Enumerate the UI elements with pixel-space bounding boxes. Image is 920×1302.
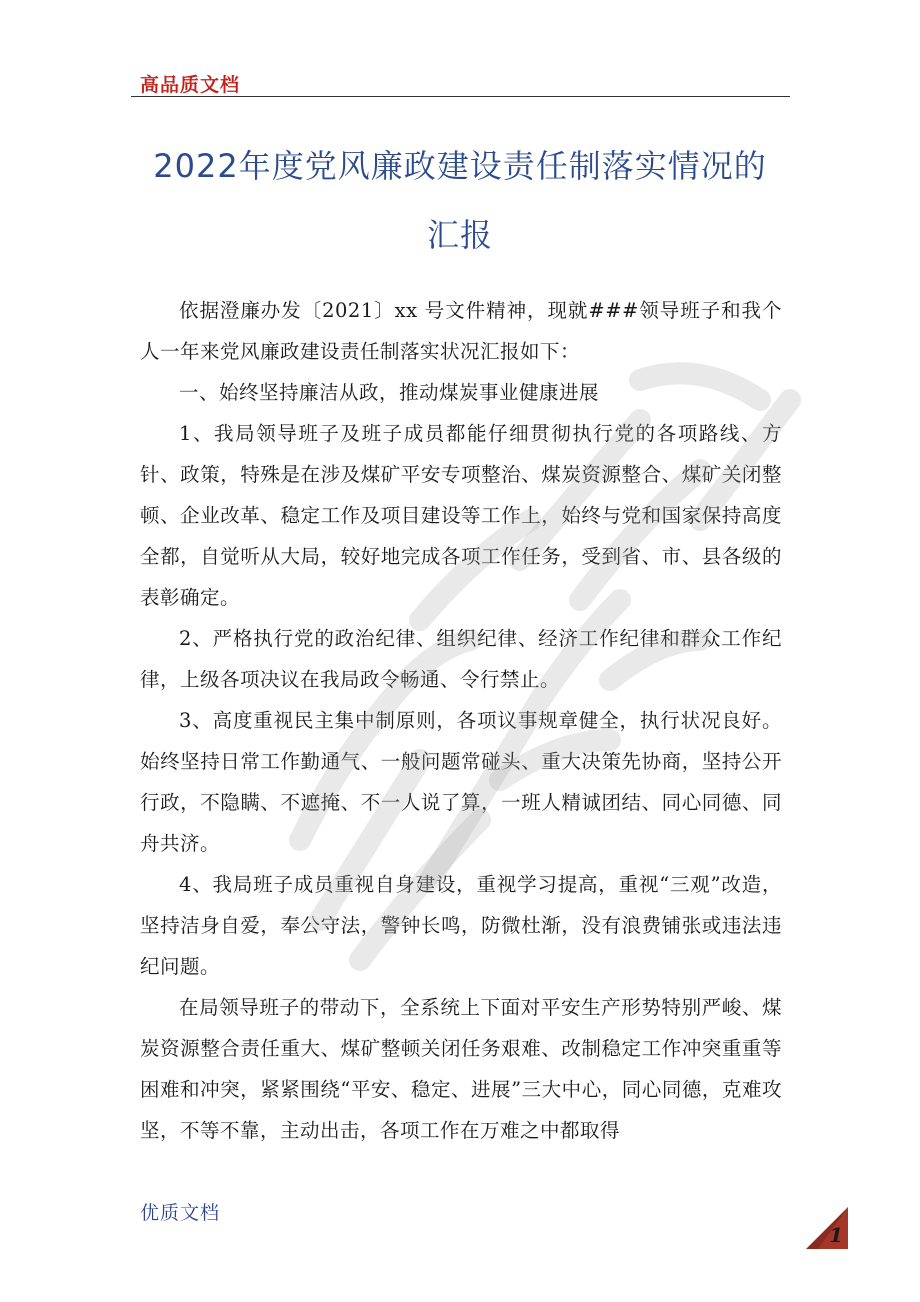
paragraph-summary: 在局领导班子的带动下，全系统上下面对平安生产形势特别严峻、煤炭资源整合责任重大、煤矿整顿关闭任务艰难、改制稳定工作冲突重重等困难和冲突，紧紧围绕“平安、稳定、进展”三大中心，同心同德，克难攻坚，不等不靠，主动出击，各项工作在万难之中都取得	[140, 996, 782, 1142]
paragraph-heading-1: 一、始终坚持廉洁从政，推动煤炭事业健康进展	[179, 381, 600, 404]
header-label: 高品质文档	[140, 74, 241, 96]
page-number: 1	[829, 1223, 843, 1247]
document-title-line2: 汇报	[426, 216, 493, 254]
document-body	[140, 290, 782, 1151]
header-divider	[131, 96, 790, 97]
document-title-line1: 2022年度党风廉政建设责任制落实情况的	[153, 147, 767, 185]
paragraph-item-2: 2、严格执行党的政治纪律、组织纪律、经济工作纪律和群众工作纪律，上级各项决议在我局政令畅通、令行禁止。	[140, 627, 782, 691]
paragraph-item-1: 1、我局领导班子及班子成员都能仔细贯彻执行党的各项路线、方针、政策，特殊是在涉及煤矿平安专项整治、煤炭资源整合、煤矿关闭整顿、企业改革、稳定工作及项目建设等工作上，始终与党和国家保持高度全都，自觉听从大局，较好地完成各项工作任务，受到省、市、县各级的表彰确定。	[140, 422, 782, 609]
footer-label: 优质文档	[140, 1202, 221, 1224]
paragraph-item-4: 4、我局班子成员重视自身建设，重视学习提高，重视“三观”改造，坚持洁身自爱，奉公守法，警钟长鸣，防微杜渐，没有浪费铺张或违法违纪问题。	[140, 873, 782, 978]
paragraph-item-3: 3、高度重视民主集中制原则，各项议事规章健全，执行状况良好。始终坚持日常工作勤通气、一般问题常碰头、重大决策先协商，坚持公开行政，不隐瞒、不遮掩、不一人说了算，一班人精诚团结、同心同德、同舟共济。	[140, 709, 782, 855]
paragraph-intro: 依据澄廉办发〔2021〕xx 号文件精神，现就###领导班子和我个人一年来党风廉政建设责任制落实状况汇报如下：	[140, 299, 782, 363]
page-number-badge	[806, 1207, 848, 1249]
